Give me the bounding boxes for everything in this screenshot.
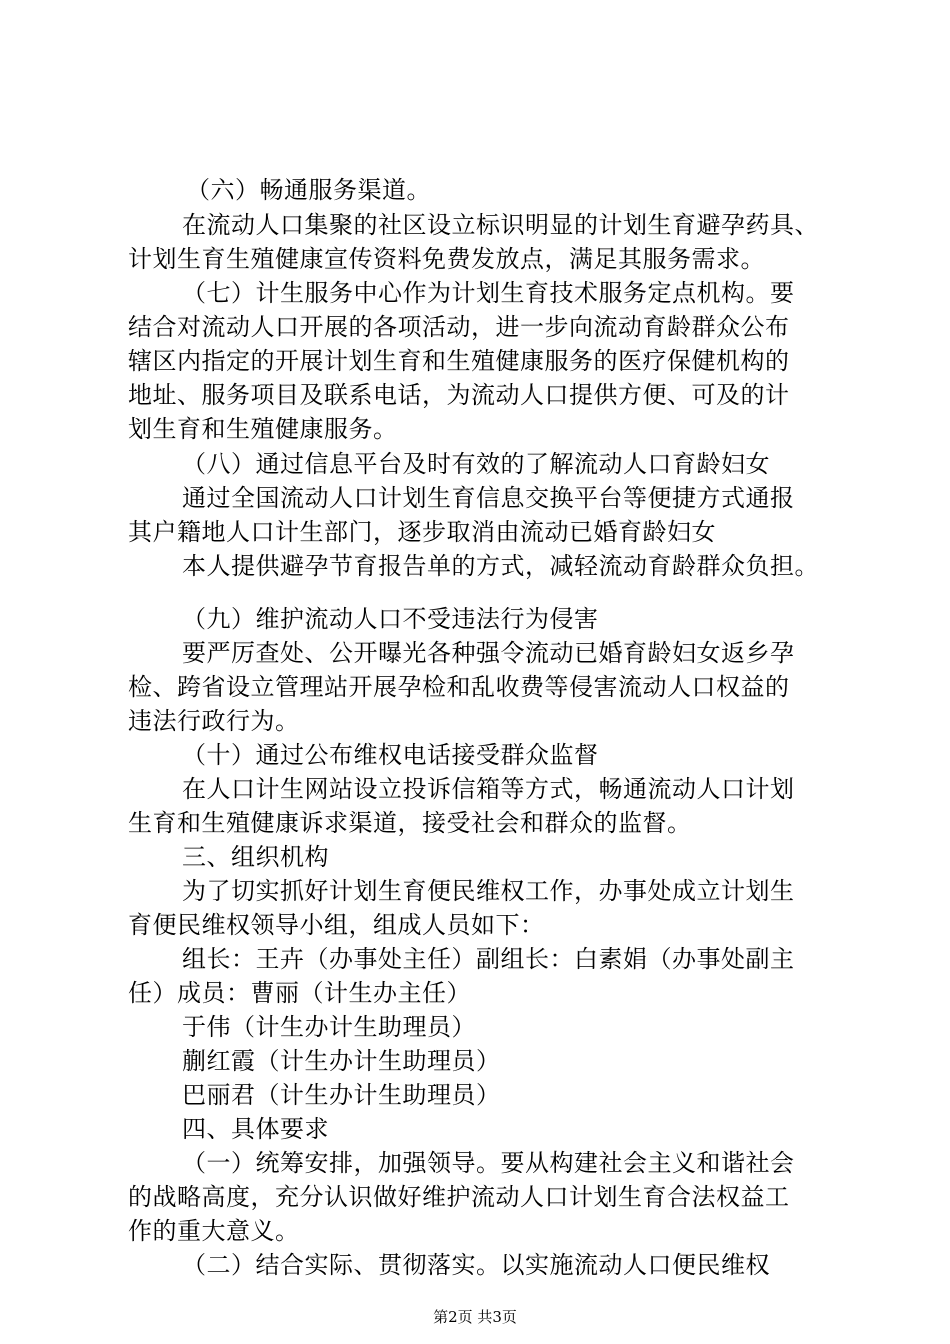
body-line: 检、跨省设立管理站开展孕检和乱收费等侵害流动人口权益的 (128, 673, 790, 701)
body-line: 地址、服务项目及联系电话，为流动人口提供方便、可及的计 (128, 381, 790, 409)
body-line: （一）统筹安排，加强领导。要从构建社会主义和谐社会 (182, 1149, 795, 1177)
member-line: 巴丽君（计生办计生助理员） (182, 1081, 501, 1109)
body-line: 要严厉查处、公开曝光各种强令流动已婚育龄妇女返乡孕 (182, 639, 795, 667)
member-line: 于伟（计生办计生助理员） (182, 1013, 476, 1041)
body-line: 生育和生殖健康诉求渠道，接受社会和群众的监督。 (128, 809, 692, 837)
body-line: 结合对流动人口开展的各项活动，进一步向流动育龄群众公布 (128, 313, 790, 341)
body-line: 在流动人口集聚的社区设立标识明显的计划生育避孕药具、 (182, 211, 819, 239)
body-line: 通过全国流动人口计划生育信息交换平台等便捷方式通报 (182, 484, 795, 512)
member-line: 蒯红霞（计生办计生助理员） (182, 1047, 501, 1075)
heading-six: （六）畅通服务渠道。 (186, 176, 431, 204)
body-line: 在人口计生网站设立投诉信箱等方式，畅通流动人口计划 (182, 775, 795, 803)
body-line: 本人提供避孕节育报告单的方式，减轻流动育龄群众负担。 (182, 552, 819, 580)
body-line: 的战略高度，充分认识做好维护流动人口计划生育合法权益工 (128, 1183, 790, 1211)
body-line: 组长：王卉（办事处主任）副组长：白素娟（办事处副主 (182, 945, 795, 973)
body-line: 其户籍地人口计生部门，逐步取消由流动已婚育龄妇女 (128, 518, 716, 546)
body-line: 划生育和生殖健康服务。 (128, 415, 398, 443)
body-line: 计划生育生殖健康宣传资料免费发放点，满足其服务需求。 (128, 245, 765, 273)
body-line: 任）成员：曹丽（计生办主任） (128, 979, 471, 1007)
body-line: 为了切实抓好计划生育便民维权工作，办事处成立计划生 (182, 877, 795, 905)
heading-eight: （八）通过信息平台及时有效的了解流动人口育龄妇女 (182, 450, 770, 478)
body-line: （二）结合实际、贯彻落实。以实施流动人口便民维权 (182, 1251, 770, 1279)
section-heading-four: 四、具体要求 (182, 1115, 329, 1143)
heading-ten: （十）通过公布维权电话接受群众监督 (182, 741, 599, 769)
heading-nine: （九）维护流动人口不受违法行为侵害 (182, 605, 599, 633)
heading-seven: （七）计生服务中心作为计划生育技术服务定点机构。要 (182, 279, 795, 307)
body-line: 辖区内指定的开展计划生育和生殖健康服务的医疗保健机构的 (128, 347, 790, 375)
body-line: 育便民维权领导小组，组成人员如下： (128, 911, 545, 939)
body-line: 作的重大意义。 (128, 1217, 300, 1245)
section-heading-three: 三、组织机构 (182, 843, 329, 871)
body-line: 违法行政行为。 (128, 707, 300, 735)
page-number-footer: 第2页 共3页 (433, 1308, 517, 1326)
